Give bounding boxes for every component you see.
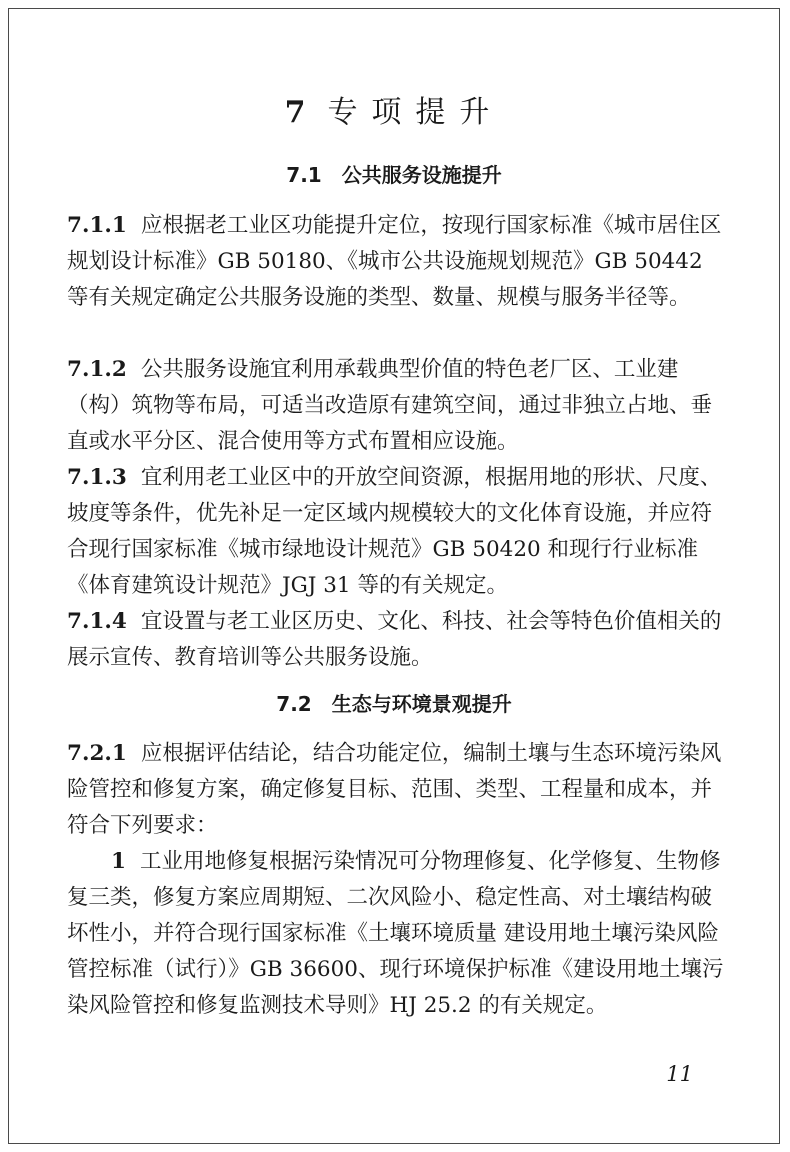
clause-number: 7.1.3 xyxy=(67,465,127,490)
section-number: 7.1 xyxy=(286,163,322,187)
page-number: 11 xyxy=(666,1062,693,1086)
clause-text: 应根据老工业区功能提升定位，按现行国家标准《城市居住区规划设计标准》GB 50180、《城市公共设施规划规范》GB 50442 等有关规定确定公共服务设施的类型、数量、规模与服务半径等。 xyxy=(67,213,722,310)
document-page xyxy=(8,8,780,1144)
section-number: 7.2 xyxy=(276,692,312,716)
section-title-7-2 xyxy=(9,688,779,717)
item-text: 工业用地修复根据污染情况可分物理修复、化学修复、生物修复三类，修复方案应周期短、二次风险小、稳定性高、对土壤结构破坏性小，并符合现行国家标准《土壤环境质量 建设用地土壤污染风险管控标准（试行）》GB 36600、现行环境保护标准《建设用地土壤污染风险管控和修复监测技术导则》HJ 25.2 的有关规定。 xyxy=(67,849,724,1018)
chapter-title-text: 专项提升 xyxy=(327,95,504,130)
clause-7-1-1 xyxy=(67,208,727,316)
chapter-title xyxy=(9,87,779,131)
clause-number: 7.1.2 xyxy=(67,357,127,382)
list-item-1 xyxy=(67,844,727,1024)
clause-number: 7.1.4 xyxy=(67,609,127,634)
clause-text: 应根据评估结论，结合功能定位，编制土壤与生态环境污染风险管控和修复方案，确定修复目标、范围、类型、工程量和成本，并符合下列要求： xyxy=(67,741,722,838)
clause-7-2-1 xyxy=(67,736,727,844)
clause-7-1-4 xyxy=(67,604,727,676)
clause-number: 7.2.1 xyxy=(67,741,127,766)
clause-text: 公共服务设施宜利用承载典型价值的特色老厂区、工业建（构）筑物等布局，可适当改造原有建筑空间，通过非独立占地、垂直或水平分区、混合使用等方式布置相应设施。 xyxy=(67,357,713,454)
item-number: 1 xyxy=(111,849,126,874)
section-title-text: 公共服务设施提升 xyxy=(341,163,502,187)
clause-7-1-3 xyxy=(67,460,727,604)
clause-text: 宜利用老工业区中的开放空间资源，根据用地的形状、尺度、坡度等条件，优先补足一定区域内规模较大的文化体育设施，并应符合现行国家标准《城市绿地设计规范》GB 50420 和现行行业标准《体育建筑设计规范》JGJ 31 等的有关规定。 xyxy=(67,465,722,598)
clause-text: 宜设置与老工业区历史、文化、科技、社会等特色价值相关的展示宣传、教育培训等公共服务设施。 xyxy=(67,609,722,670)
chapter-number: 7 xyxy=(284,95,306,130)
section-title-text: 生态与环境景观提升 xyxy=(331,692,512,716)
section-title-7-1 xyxy=(9,159,779,188)
clause-7-1-2 xyxy=(67,352,727,460)
clause-number: 7.1.1 xyxy=(67,213,127,238)
